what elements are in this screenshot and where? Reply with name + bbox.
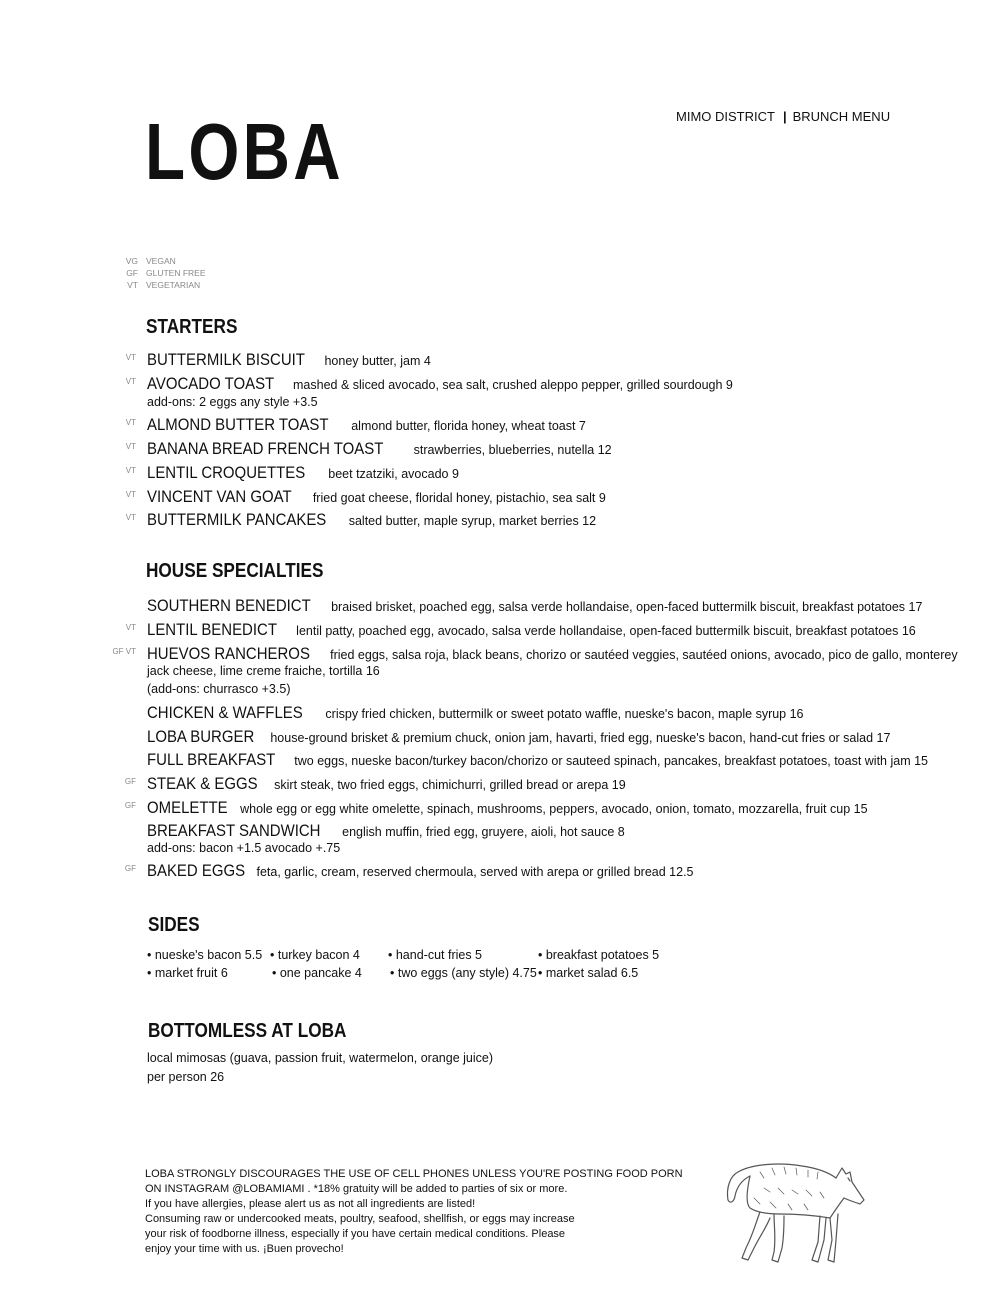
item-description: braised brisket, poached egg, salsa verde hollandaise, open-faced buttermilk biscuit, breakfast potatoes 17 <box>331 600 923 614</box>
brand-logo: LOBA <box>145 107 344 196</box>
item-description: fried goat cheese, floridal honey, pistachio, sea salt 9 <box>309 491 606 505</box>
item-name: LENTIL BENEDICT <box>147 620 277 639</box>
footer-line: LOBA STRONGLY DISCOURAGES THE USE OF CELL PHONES UNLESS YOU'RE POSTING FOOD PORN <box>145 1168 683 1180</box>
menu-item <box>147 862 694 881</box>
side-item: • one pancake 4 <box>272 966 362 980</box>
item-addons: add-ons: 2 eggs any style +3.5 <box>147 395 318 409</box>
bottomless-price: per person 26 <box>147 1070 225 1084</box>
footer-line: your risk of foodborne illness, especially if you have certain medical conditions. Please <box>145 1228 566 1240</box>
item-description: english muffin, fried egg, gruyere, aioli, hot sauce 8 <box>342 825 625 839</box>
location-label: MIMO DISTRICT <box>676 109 775 124</box>
wolf-illustration <box>720 1148 870 1273</box>
item-name: HUEVOS RANCHEROS <box>147 644 310 663</box>
diet-tag: VT <box>125 377 136 386</box>
item-description: almond butter, florida honey, wheat toast 7 <box>351 419 586 433</box>
side-item: • hand-cut fries 5 <box>388 948 483 962</box>
legend-row <box>116 279 206 291</box>
item-description: crispy fried chicken, buttermilk or sweet potato waffle, nueske's bacon, maple syrup 16 <box>321 707 804 721</box>
item-description: house-ground brisket & premium chuck, onion jam, havarti, fried egg, nueske's bacon, hand-cut fries or salad 17 <box>266 731 891 745</box>
diet-tag: VT <box>125 466 136 475</box>
item-description: honey butter, jam 4 <box>324 354 431 368</box>
item-description: strawberries, blueberries, nutella 12 <box>413 443 612 457</box>
menu-name-label: BRUNCH MENU <box>792 109 891 124</box>
menu-item <box>147 351 431 370</box>
menu-item <box>147 416 586 435</box>
bottomless-description: local mimosas (guava, passion fruit, watermelon, orange juice) <box>147 1051 493 1065</box>
item-description-cont: jack cheese, lime creme fraiche, tortilla 16 <box>147 664 380 678</box>
menu-header-info <box>676 109 890 124</box>
diet-tag: VT <box>125 623 136 632</box>
diet-tag: VT <box>125 490 136 499</box>
section-title-sides: SIDES <box>148 914 200 936</box>
item-description: mashed & sliced avocado, sea salt, crushed aleppo pepper, grilled sourdough 9 <box>289 378 733 392</box>
diet-tag: GF <box>124 777 136 786</box>
item-description: lentil patty, poached egg, avocado, salsa verde hollandaise, open-faced buttermilk biscuit, breakfast potatoes 16 <box>292 624 916 638</box>
menu-item <box>147 621 916 640</box>
side-item: • turkey bacon 4 <box>270 948 360 962</box>
menu-item <box>147 488 606 507</box>
item-name: BUTTERMILK BISCUIT <box>147 350 305 369</box>
item-description: whole egg or egg white omelette, spinach, mushrooms, peppers, avocado, onion, tomato, mozzarella, fruit cup 15 <box>236 802 868 816</box>
section-title-bottomless: BOTTOMLESS AT LOBA <box>148 1020 347 1042</box>
item-description: salted butter, maple syrup, market berries 12 <box>348 514 597 528</box>
menu-item <box>147 645 958 664</box>
menu-item <box>147 440 612 459</box>
menu-item <box>147 751 928 770</box>
footer-line: enjoy your time with us. ¡Buen provecho! <box>145 1243 344 1255</box>
diet-tag: VT <box>125 513 136 522</box>
legend-label: VEGETARIAN <box>146 280 201 290</box>
item-description: skirt steak, two fried eggs, chimichurri, grilled bread or arepa 19 <box>270 778 626 792</box>
side-item: • two eggs (any style) 4.75 <box>390 966 537 980</box>
item-description: fried eggs, salsa roja, black beans, chorizo or sautéed veggies, sautéed onions, avocado, pico de gallo, monterey <box>330 648 958 662</box>
diet-tag: VT <box>125 442 136 451</box>
item-name: LENTIL CROQUETTES <box>147 463 306 482</box>
item-name: LOBA BURGER <box>147 727 255 746</box>
item-description: two eggs, nueske bacon/turkey bacon/chorizo or sauteed spinach, pancakes, breakfast potatoes, toast with jam 15 <box>290 754 928 768</box>
side-item: • breakfast potatoes 5 <box>538 948 660 962</box>
menu-item <box>147 799 868 818</box>
side-item: • market fruit 6 <box>147 966 228 980</box>
item-addons: add-ons: bacon +1.5 avocado +.75 <box>147 841 341 855</box>
legend-label: GLUTEN FREE <box>146 268 206 278</box>
item-name: BAKED EGGS <box>147 861 246 880</box>
dietary-legend <box>116 255 206 291</box>
footer-line: Consuming raw or undercooked meats, poultry, seafood, shellfish, or eggs may increase <box>145 1213 575 1225</box>
menu-item <box>147 728 890 747</box>
menu-item <box>147 464 459 483</box>
item-name: CHICKEN & WAFFLES <box>147 703 303 722</box>
section-title-specialties: HOUSE SPECIALTIES <box>146 560 324 582</box>
item-description: feta, garlic, cream, reserved chermoula, served with arepa or grilled bread 12.5 <box>256 865 694 879</box>
footer-line: ON INSTAGRAM @LOBAMIAMI . *18% gratuity will be added to parties of six or more. <box>145 1183 568 1195</box>
diet-tag: GF <box>124 801 136 810</box>
item-name: BANANA BREAD FRENCH TOAST <box>147 439 384 458</box>
legend-code: VT <box>127 280 138 290</box>
item-name: SOUTHERN BENEDICT <box>147 596 311 615</box>
diet-tag: VT <box>125 418 136 427</box>
item-addons: (add-ons: churrasco +3.5) <box>147 682 291 696</box>
menu-item <box>147 775 626 794</box>
diet-tag: GF VT <box>112 647 136 656</box>
side-item: • nueske's bacon 5.5 <box>147 948 263 962</box>
menu-item <box>147 822 625 841</box>
item-name: AVOCADO TOAST <box>147 374 275 393</box>
legend-code: VG <box>125 256 138 266</box>
legend-label: VEGAN <box>146 256 176 266</box>
side-item: • market salad 6.5 <box>538 966 639 980</box>
footer-line: If you have allergies, please alert us as not all ingredients are listed! <box>145 1198 476 1210</box>
item-name: VINCENT VAN GOAT <box>147 487 292 506</box>
section-title-starters: STARTERS <box>146 316 238 338</box>
menu-item <box>147 704 804 723</box>
item-name: BREAKFAST SANDWICH <box>147 821 321 840</box>
item-name: BUTTERMILK PANCAKES <box>147 510 327 529</box>
item-name: STEAK & EGGS <box>147 774 258 793</box>
menu-item <box>147 375 733 394</box>
diet-tag: VT <box>125 353 136 362</box>
item-description: beet tzatziki, avocado 9 <box>324 467 459 481</box>
menu-item <box>147 511 596 530</box>
legend-row <box>116 255 206 267</box>
footer-notice <box>145 1167 683 1257</box>
separator: | <box>782 109 787 124</box>
diet-tag: GF <box>124 864 136 873</box>
item-name: FULL BREAKFAST <box>147 750 276 769</box>
legend-row <box>116 267 206 279</box>
item-name: OMELETTE <box>147 798 228 817</box>
item-name: ALMOND BUTTER TOAST <box>147 415 329 434</box>
legend-code: GF <box>126 268 138 278</box>
menu-item <box>147 597 922 616</box>
